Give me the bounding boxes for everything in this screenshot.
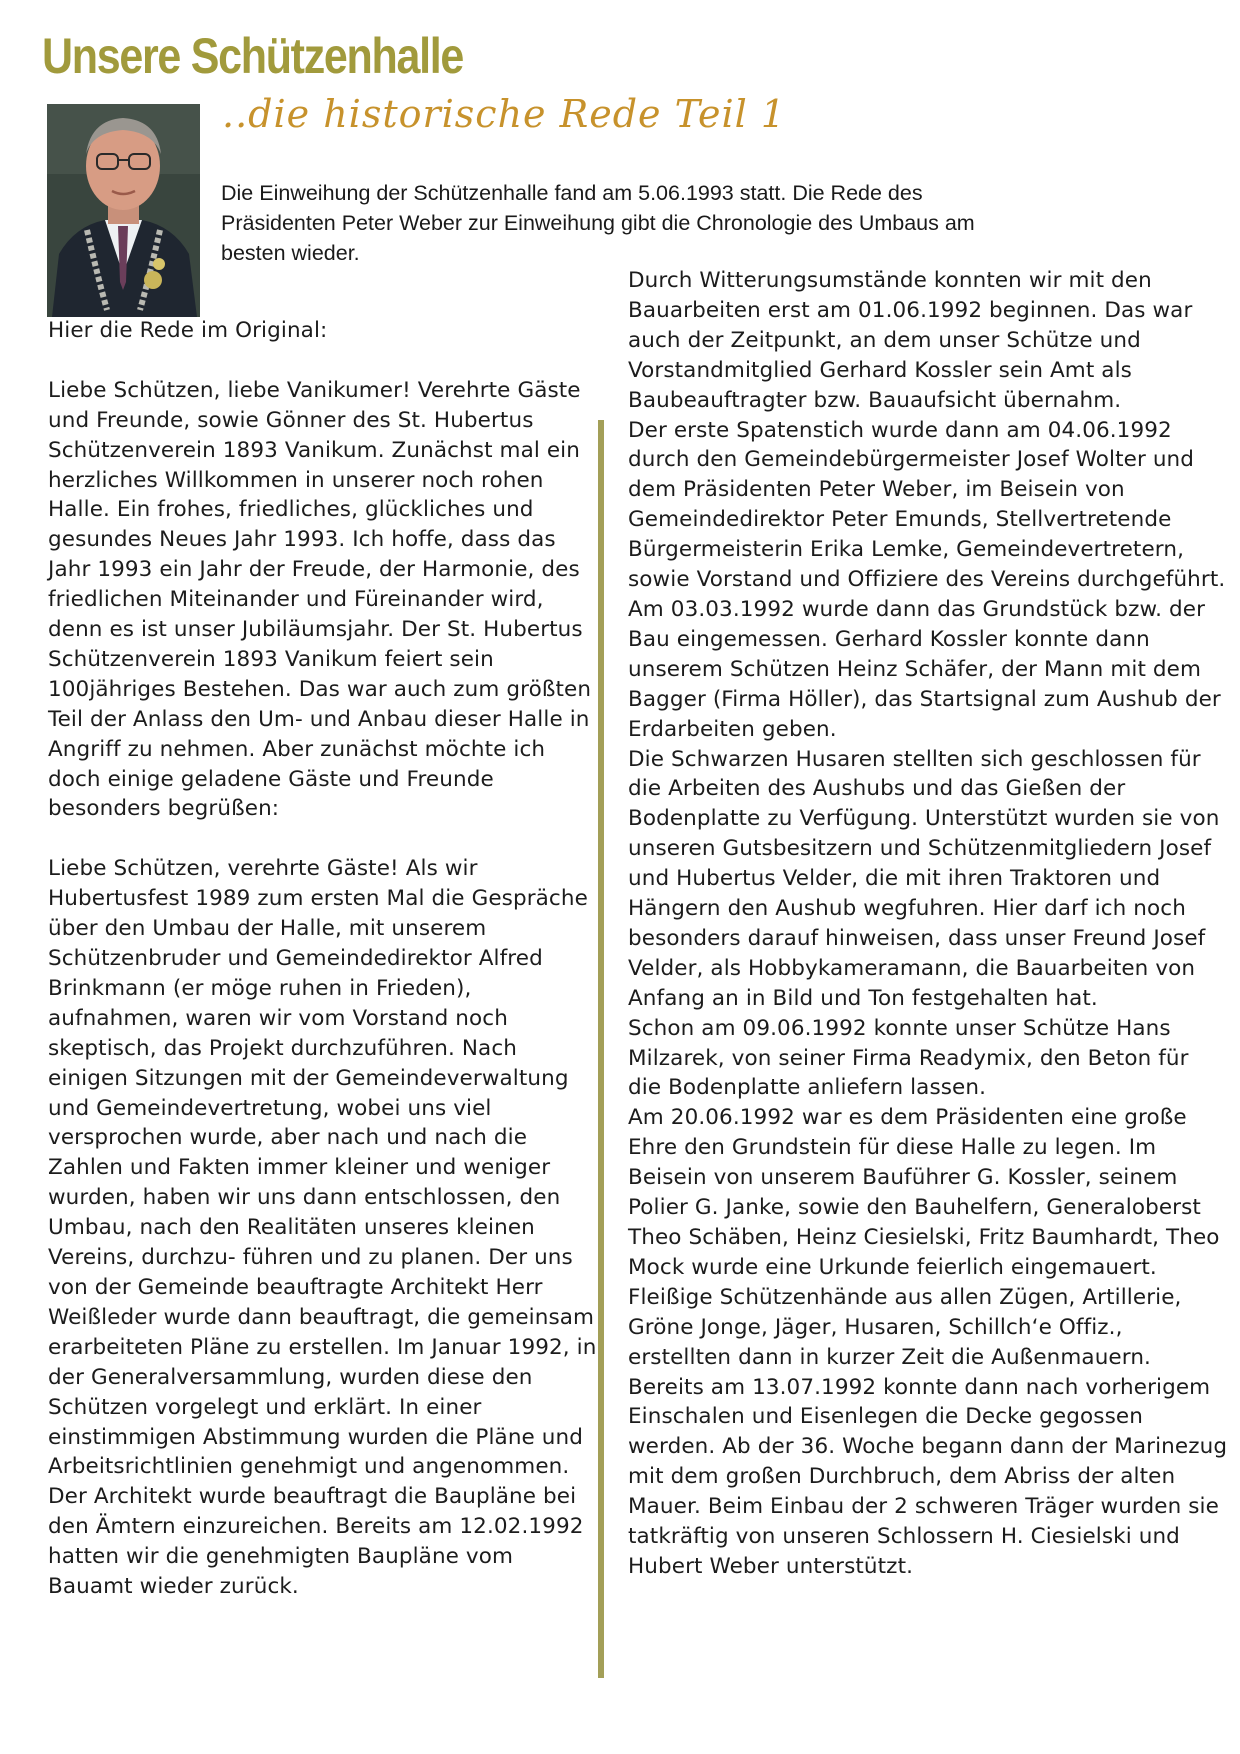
portrait-photo [47, 104, 200, 317]
page-subtitle: ..die historische Rede Teil 1 [222, 92, 787, 136]
column-divider [598, 420, 604, 1678]
speech-lead: Hier die Rede im Original: [48, 318, 328, 343]
speech-paragraph: Liebe Schützen, liebe Vanikumer! Verehrte Gäste und Freunde, sowie Gönner des St. Hubertus Schützenverein 1893 Vanikum. Zunächst mal ein herzliches Willkommen in unserer noch rohen Halle. Ein frohes, friedliches, glückliches und gesundes Neues Jahr 1993. Ich hoffe, dass das Jahr 1993 ein Jahr der Freude, der Harmonie, des friedlichen Miteinander und Füreinander wird, denn es ist unser Jubiläumsjahr. Der St. Hubertus Schützenverein 1893 Vanikum feiert sein 100jähriges Bestehen. Das war auch zum größten Teil der Anlass den Um- und Anbau dieser Halle in Angriff zu nehmen. Aber zunächst möchte ich doch einige geladene Gäste und Freunde besonders begrüßen: [48, 377, 592, 822]
speech-paragraph: Durch Witterungsumstände konnten wir mit den Bauarbeiten erst am 01.06.1992 beginnen. Das war auch der Zeitpunkt, an dem unser Schütze und Vorstandmitglied Gerhard Kossler sein Amt als Baubeauftragter bzw. Bauaufsicht übernahm. [628, 268, 1193, 413]
speech-paragraph: Fleißige Schützenhände aus allen Zügen, Artillerie, Gröne Jonge, Jäger, Husaren, Schillch‘e Offiz., erstellten dann in kurzer Zeit die Außenmauern. Bereits am 13.07.1992 konnte dann nach vorherigem Einschalen und Eisenlegen die Decke gegossen werden. Ab der 36. Woche begann dann der Marinezug mit dem großen Durchbruch, dem Abriss der alten Mauer. Beim Einbau der 2 schweren Träger wurden sie tatkräftig von unseren Schlossern H. Ciesielski und Hubert Weber unterstützt. [628, 1284, 1228, 1579]
speech-paragraph: Am 03.03.1992 wurde dann das Grundstück bzw. der Bau eingemessen. Gerhard Kossler konnte dann unserem Schützen Heinz Schäfer, der Mann mit dem Bagger (Firma Höller), das Startsignal zum Aushub der Erdarbeiten geben. [628, 596, 1221, 742]
speech-paragraph: Der erste Spatenstich wurde dann am 04.06.1992 durch den Gemeindebürgermeister Josef Wolter und dem Präsidenten Peter Weber, im Beisein von Gemeindedirektor Peter Emunds, Stellvertretende Bürgermeisterin Erika Lemke, Gemeindevertretern, sowie Vorstand und Offiziere des Vereins durchgeführt. [628, 417, 1226, 593]
speech-paragraph: Liebe Schützen, verehrte Gäste! Als wir Hubertusfest 1989 zum ersten Mal die Gespräche über den Umbau der Halle, mit unserem Schützenbruder und Gemeindedirektor Alfred Brinkmann (er möge ruhen in Frieden), aufnahmen, waren wir vom Vorstand noch skeptisch, das Projekt durchzuführen. Nach einigen Sitzungen mit der Gemeindeverwaltung und Gemeindevertretung, wobei uns viel versprochen wurde, aber nach und nach die Zahlen und Fakten immer kleiner und weniger wurden, haben wir uns dann entschlossen, den Umbau, nach den Realitäten unseres kleinen Vereins, durchzu- führen und zu planen. Der uns von der Gemeinde beauftragte Architekt Herr Weißleder wurde dann beauftragt, die gemeinsam erarbeiteten Pläne zu erstellen. Im Januar 1992, in der Generalversammlung, wurden diese den Schützen vorgelegt und erklärt. In einer einstimmigen Abstimmung wurden die Pläne und Arbeitsrichtlinien genehmigt und angenommen. Der Architekt wurde beauftragt die Baupläne bei den Ämtern einzureichen. Bereits am 12.02.1992 hatten wir die genehmigten Baupläne vom Bauamt wieder zurück. [48, 856, 597, 1600]
speech-left-column [48, 316, 600, 1602]
intro-text: Die Einweihung der Schützenhalle fand am 5.06.1993 statt. Die Rede des Präsidenten Peter Weber zur Einweihung gibt die Chronologie des Umbaus am besten wieder. [221, 181, 975, 265]
speech-paragraph: Schon am 09.06.1992 konnte unser Schütze Hans Milzarek, von seiner Firma Readymix, den Beton für die Bodenplatte anliefern lassen. [628, 1015, 1189, 1101]
speech-paragraph: Die Schwarzen Husaren stellten sich geschlossen für die Arbeiten des Aushubs und das Gießen der Bodenplatte zu Verfügung. Unterstützt wurden sie von unseren Gutsbesitzern und Schützenmitgliedern Josef und Hubertus Velder, die mit ihren Traktoren und Hängern den Aushub wegfuhren. Hier darf ich noch besonders darauf hinweisen, dass unser Freund Josef Velder, als Hobbykameramann, die Bauarbeiten von Anfang an in Bild und Ton festgehalten hat. [628, 746, 1220, 1011]
page-title: Unsere Schützenhalle [42, 28, 464, 84]
speech-paragraph: Am 20.06.1992 war es dem Präsidenten eine große Ehre den Grundstein für diese Halle zu legen. Im Beisein von unserem Bauführer G. Kossler, seinem Polier G. Janke, sowie den Bauhelfern, Generaloberst Theo Schäben, Heinz Ciesielski, Fritz Baumhardt, Theo Mock wurde eine Urkunde feierlich eingemauert. [628, 1105, 1220, 1280]
speech-right-column [628, 266, 1228, 1582]
